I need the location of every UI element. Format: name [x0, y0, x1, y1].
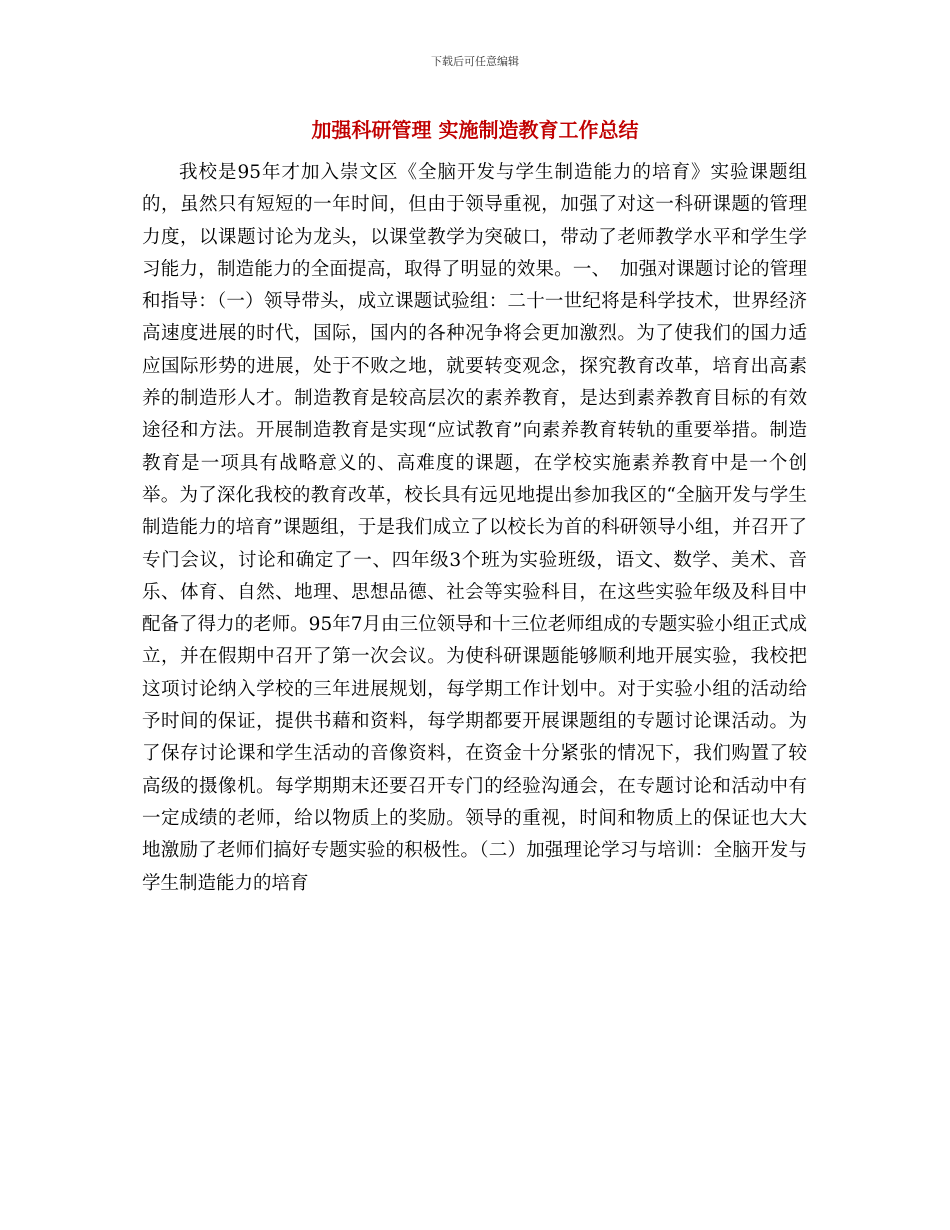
header-note: 下载后可任意编辑 [431, 55, 519, 68]
document-body: 我校是95年才加入崇文区《全脑开发与学生制造能力的培育》实验课题组的，虽然只有短短的一年时间，但由于领导重视，加强了对这一科研课题的管理力度，以课题讨论为龙头，以课堂教学为突破口，带动了老师教学水平和学生学习能力，制造能力的全面提高，取得了明显的效果。一、 加强对课题讨论的管理和指导：（一）领导带头，成立课题试验组：二十一世纪将是科学技术，世界经济高速度进展的时代，国际，国内的各种况争将会更加激烈。为了使我们的国力适应国际形势的进展，处于不败之地，就要转变观念，探究教育改革，培育出高素养的制造形人才。制造教育是较高层次的素养教育，是达到素养教育目标的有效途径和方法。开展制造教育是实现“应试教育”向素养教育转轨的重要举措。制造教育是一项具有战略意义的、高难度的课题，在学校实施素养教育中是一个创举。为了深化我校的教育改革，校长具有远见地提出参加我区的“全脑开发与学生制造能力的培育”课题组，于是我们成立了以校长为首的科研领导小组，并召开了专门会议，讨论和确定了一、四年级3个班为实验班级，语文、数学、美术、音乐、体育、自然、地理、思想品德、社会等实验科目，在这些实验年级及科目中配备了得力的老师。95年7月由三位领导和十三位老师组成的专题实验小组正式成立，并在假期中召开了第一次会议。为使科研课题能够顺利地开展实验，我校把这项讨论纳入学校的三年进展规划，每学期工作计划中。对于实验小组的活动给予时间的保证，提供书藉和资料，每学期都要开展课题组的专题讨论课活动。为了保存讨论课和学生活动的音像资料，在资金十分紧张的情况下，我们购置了较高级的摄像机。每学期期末还要召开专门的经验沟通会，在专题讨论和活动中有一定成绩的老师，给以物质上的奖励。领导的重视，时间和物质上的保证也大大地激励了老师们搞好专题实验的积极性。（二）加强理论学习与培训：全脑开发与学生制造能力的培育 [142, 162, 807, 894]
document-title: 加强科研管理 实施制造教育工作总结 [311, 118, 639, 142]
